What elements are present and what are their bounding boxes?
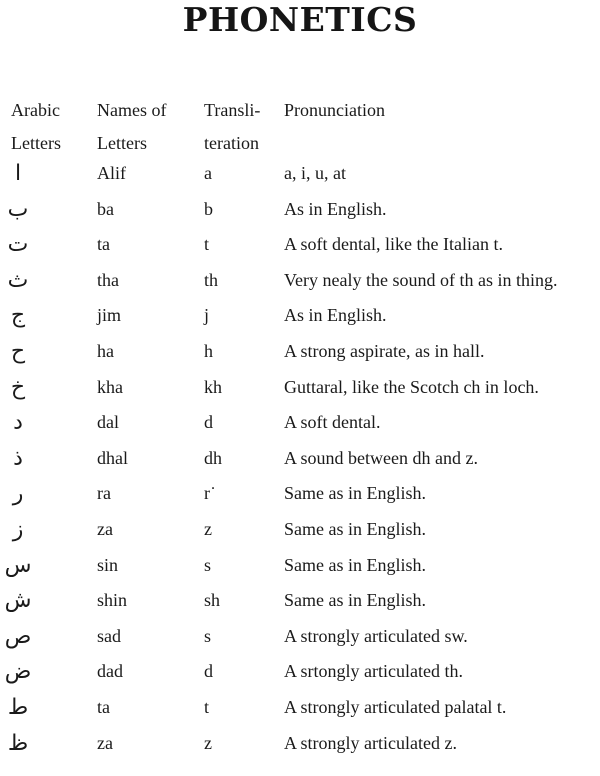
letter-name: sad	[97, 625, 121, 646]
phonetics-table	[0, 156, 600, 761]
pronunciation: A sound between dh and z.	[284, 447, 478, 468]
transliteration: t	[204, 696, 210, 717]
arabic-letter: ز	[12, 516, 24, 542]
header-pronunciation	[284, 94, 385, 127]
arabic-letter: خ	[10, 374, 26, 400]
header-names-of-letters	[97, 94, 166, 160]
pronunciation: Same as in English.	[284, 554, 426, 575]
table-row	[0, 156, 600, 192]
arabic-letter: ج	[10, 303, 26, 329]
header-line: Names of	[97, 100, 167, 120]
transliteration: s	[204, 554, 212, 575]
table-header	[0, 94, 600, 158]
table-row	[0, 370, 600, 406]
transliteration: s	[204, 625, 212, 646]
arabic-letter: ح	[10, 338, 26, 364]
letter-name: ta	[97, 234, 110, 255]
letter-name: Alif	[97, 163, 126, 183]
table-row	[0, 192, 600, 228]
pronunciation: Guttaral, like the Scotch ch in loch.	[284, 376, 539, 397]
arabic-letter: س	[4, 552, 32, 578]
transliteration: kh	[204, 376, 222, 397]
arabic-letter: ذ	[13, 445, 23, 471]
letter-name: dhal	[97, 447, 128, 468]
letter-name: ra	[97, 483, 111, 504]
header-line: Letters	[11, 133, 61, 153]
letter-name: ha	[97, 340, 114, 361]
arabic-letter: ث	[7, 267, 29, 293]
letter-name: tha	[97, 269, 119, 290]
pronunciation: Same as in English.	[284, 483, 426, 504]
table-row	[0, 583, 600, 619]
pronunciation: A strongly articulated palatal t.	[284, 696, 507, 717]
arabic-letter: ر	[12, 481, 24, 507]
transliteration: d	[204, 412, 213, 433]
table-row	[0, 298, 600, 334]
letter-name: ta	[97, 696, 110, 717]
arabic-letter: ص	[4, 623, 32, 649]
transliteration: th	[204, 269, 219, 290]
transliteration: r˙	[204, 483, 216, 504]
pronunciation: A soft dental.	[284, 412, 381, 433]
table-row	[0, 441, 600, 477]
pronunciation: A soft dental, like the Italian t.	[284, 234, 503, 255]
pronunciation: Same as in English.	[284, 518, 426, 539]
table-row	[0, 405, 600, 441]
arabic-letter: ش	[4, 588, 32, 614]
letter-name: jim	[97, 305, 122, 326]
transliteration: d	[204, 661, 213, 682]
header-transliteration	[204, 94, 260, 160]
header-line: Letters	[97, 133, 147, 153]
arabic-letter: ا	[14, 161, 22, 186]
letter-name: sin	[97, 554, 119, 575]
table-row	[0, 548, 600, 584]
transliteration: z	[204, 732, 212, 753]
table-row	[0, 512, 600, 548]
letter-name: za	[97, 518, 113, 539]
pronunciation: A srtongly articulated th.	[284, 661, 463, 682]
letter-name: kha	[97, 376, 123, 397]
transliteration: z	[204, 518, 212, 539]
arabic-letter: ب	[7, 196, 29, 222]
pronunciation: As in English.	[284, 305, 387, 326]
pronunciation: A strong aspirate, as in hall.	[284, 340, 485, 361]
header-line: Arabic	[11, 100, 60, 120]
arabic-letter: ض	[4, 659, 32, 685]
page-title: PHONETICS	[182, 0, 418, 39]
pronunciation: a, i, u, at	[284, 163, 346, 183]
letter-name: ba	[97, 198, 114, 219]
header-line: Pronunciation	[284, 100, 385, 120]
letter-name: shin	[97, 590, 128, 611]
table-row	[0, 334, 600, 370]
letter-name: dal	[97, 412, 119, 433]
pronunciation: Very nealy the sound of th as in thing.	[284, 269, 558, 290]
header-line: teration	[204, 133, 259, 153]
transliteration: j	[204, 305, 210, 326]
table-row	[0, 690, 600, 726]
header-line: Transli-	[204, 100, 261, 120]
header-arabic-letters	[11, 94, 61, 160]
table-row	[0, 227, 600, 263]
table-row	[0, 619, 600, 655]
arabic-letter: ظ	[7, 730, 29, 756]
table-row	[0, 263, 600, 299]
arabic-letter: د	[13, 410, 23, 436]
letter-name: za	[97, 732, 113, 753]
pronunciation: As in English.	[284, 198, 387, 219]
pronunciation: Same as in English.	[284, 590, 426, 611]
pronunciation: A strongly articulated sw.	[284, 625, 468, 646]
transliteration: t	[204, 234, 210, 255]
arabic-letter: ت	[7, 232, 29, 258]
transliteration: dh	[204, 447, 222, 468]
transliteration: b	[204, 198, 213, 219]
pronunciation: A strongly articulated z.	[284, 732, 457, 753]
table-row	[0, 654, 600, 690]
transliteration: h	[204, 340, 213, 361]
table-row	[0, 726, 600, 762]
arabic-letter: ط	[7, 694, 29, 720]
transliteration: a	[204, 163, 212, 183]
table-row	[0, 476, 600, 512]
transliteration: sh	[204, 590, 221, 611]
letter-name: dad	[97, 661, 123, 682]
